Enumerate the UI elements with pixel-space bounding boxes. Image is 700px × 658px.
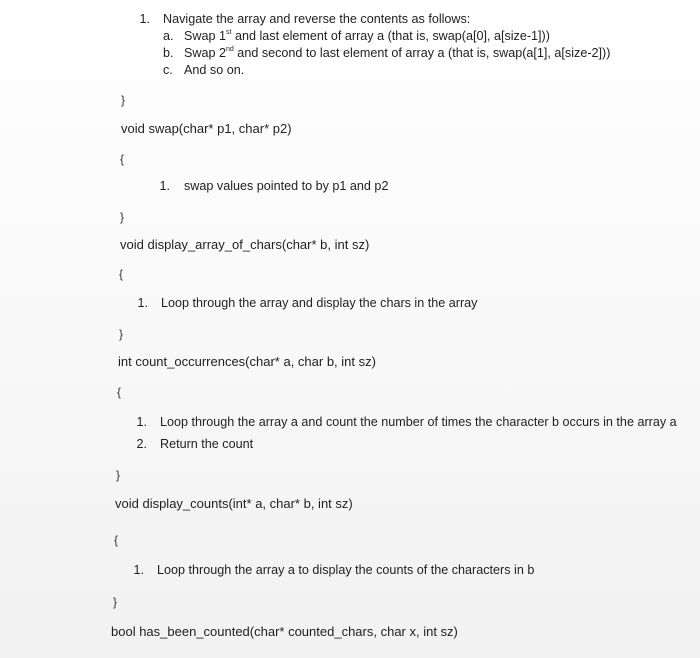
step-number: 1. <box>139 12 150 26</box>
function-signature: bool has_been_counted(char* counted_chars, char x, int sz) <box>111 624 458 639</box>
sub-step-text: Swap 1st and last element of array a (that is, swap(a[0], a[size-1])) <box>184 28 550 43</box>
closing-brace: } <box>116 468 121 482</box>
step-text: Loop through the array a to display the counts of the characters in b <box>157 563 535 577</box>
function-signature: void swap(char* p1, char* p2) <box>121 121 292 136</box>
step-number: 1. <box>159 179 170 193</box>
step-text: Loop through the array and display the chars in the array <box>161 296 478 310</box>
sub-step-text: Swap 2nd and second to last element of array a (that is, swap(a[1], a[size-2])) <box>184 45 611 60</box>
opening-brace: { <box>119 267 124 281</box>
sub-marker: a. <box>163 29 174 43</box>
closing-brace: } <box>121 93 126 107</box>
step-number: 2. <box>136 437 147 451</box>
step-text: Navigate the array and reverse the contents as follows: <box>163 12 471 26</box>
step-text: swap values pointed to by p1 and p2 <box>184 179 389 193</box>
function-signature: int count_occurrences(char* a, char b, int sz) <box>118 354 376 369</box>
step-text: Loop through the array a and count the number of times the character b occurs in the array a <box>160 415 677 429</box>
function-signature: void display_array_of_chars(char* b, int sz) <box>120 237 370 252</box>
closing-brace: } <box>120 210 125 224</box>
sub-marker: b. <box>163 46 174 60</box>
opening-brace: { <box>117 385 122 399</box>
step-number: 1. <box>137 296 148 310</box>
closing-brace: } <box>119 327 124 341</box>
sub-step-text: And so on. <box>184 63 245 77</box>
opening-brace: { <box>120 152 125 166</box>
sub-marker: c. <box>163 63 173 77</box>
closing-brace: } <box>113 595 118 609</box>
step-number: 1. <box>136 415 147 429</box>
function-signature: void display_counts(int* a, char* b, int sz) <box>115 496 353 511</box>
step-number: 1. <box>133 563 144 577</box>
opening-brace: { <box>114 533 119 547</box>
step-text: Return the count <box>160 437 254 451</box>
